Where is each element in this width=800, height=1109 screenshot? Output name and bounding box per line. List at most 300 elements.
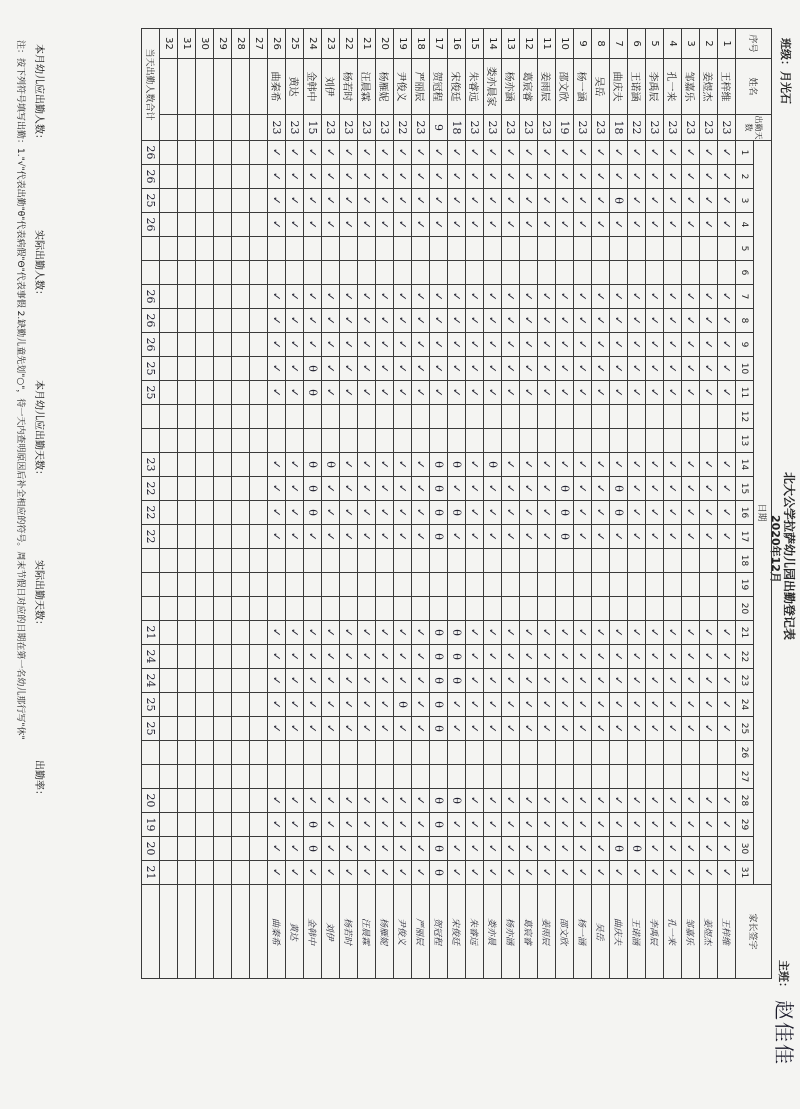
attendance-mark-cell: ✓ — [646, 501, 664, 525]
attendance-mark-cell: ✓ — [394, 309, 412, 333]
attendance-mark-cell: ✓ — [340, 333, 358, 357]
attendance-mark-cell: ✓ — [358, 645, 376, 669]
attendance-mark-cell: ✓ — [340, 717, 358, 741]
attendance-mark-cell: ✓ — [484, 837, 502, 861]
attendance-mark-cell: ✓ — [646, 189, 664, 213]
seq-cell: 5 — [646, 29, 664, 59]
attendance-mark-cell: ✓ — [610, 381, 628, 405]
attendance-mark-cell: ✓ — [700, 381, 718, 405]
day-number-cell: 24 — [736, 693, 754, 717]
table-row — [340, 29, 358, 979]
attendance-mark-cell: ✓ — [304, 525, 322, 549]
attendance-mark-cell: ✓ — [466, 813, 484, 837]
attendance-mark-cell — [214, 765, 232, 789]
attendance-days-cell: 23 — [286, 115, 304, 141]
attendance-mark-cell: ✓ — [646, 141, 664, 165]
expected-attendance-label: 本月幼儿应出勤人数： — [33, 44, 44, 144]
attendance-mark-cell: ✓ — [484, 477, 502, 501]
table-row — [574, 29, 592, 979]
attendance-mark-cell: ✓ — [574, 333, 592, 357]
daily-total-cell — [142, 237, 160, 261]
seq-cell: 14 — [484, 29, 502, 59]
student-name-cell: 孔一来 — [664, 59, 682, 115]
attendance-mark-cell: ✓ — [502, 861, 520, 885]
attendance-mark-cell: ✓ — [628, 189, 646, 213]
day-number-cell: 11 — [736, 381, 754, 405]
attendance-mark-cell: ✓ — [394, 645, 412, 669]
attendance-mark-cell — [214, 693, 232, 717]
seq-cell: 12 — [520, 29, 538, 59]
attendance-mark-cell: ✓ — [700, 525, 718, 549]
attendance-mark-cell — [340, 237, 358, 261]
attendance-mark-cell — [196, 645, 214, 669]
attendance-mark-cell: ✓ — [682, 477, 700, 501]
attendance-mark-cell — [160, 549, 178, 573]
attendance-mark-cell: θ — [448, 789, 466, 813]
attendance-mark-cell: ✓ — [664, 309, 682, 333]
attendance-mark-cell — [160, 621, 178, 645]
attendance-mark-cell: ✓ — [340, 381, 358, 405]
attendance-mark-cell: ✓ — [430, 309, 448, 333]
attendance-mark-cell — [430, 741, 448, 765]
attendance-mark-cell: ✓ — [556, 381, 574, 405]
attendance-mark-cell: ✓ — [484, 141, 502, 165]
attendance-mark-cell: ✓ — [484, 309, 502, 333]
attendance-mark-cell: ✓ — [556, 141, 574, 165]
attendance-mark-cell — [214, 501, 232, 525]
attendance-mark-cell: ✓ — [628, 141, 646, 165]
attendance-mark-cell: ✓ — [682, 621, 700, 645]
attendance-mark-cell — [574, 261, 592, 285]
parent-signature-cell: 严丽辰 — [412, 885, 430, 979]
attendance-mark-cell — [160, 717, 178, 741]
day-number-cell: 23 — [736, 669, 754, 693]
attendance-mark-cell: ✓ — [574, 789, 592, 813]
attendance-mark-cell: ✓ — [358, 501, 376, 525]
seq-cell: 26 — [268, 29, 286, 59]
attendance-mark-cell: ✓ — [700, 501, 718, 525]
attendance-mark-cell — [538, 237, 556, 261]
attendance-mark-cell — [286, 429, 304, 453]
attendance-mark-cell — [178, 165, 196, 189]
attendance-mark-cell — [322, 549, 340, 573]
attendance-mark-cell: ✓ — [502, 357, 520, 381]
seq-cell: 24 — [304, 29, 322, 59]
seq-cell: 17 — [430, 29, 448, 59]
attendance-mark-cell — [160, 429, 178, 453]
attendance-mark-cell: ✓ — [664, 789, 682, 813]
attendance-mark-cell — [718, 741, 736, 765]
attendance-mark-cell — [484, 741, 502, 765]
attendance-mark-cell: ✓ — [484, 213, 502, 237]
attendance-mark-cell — [250, 213, 268, 237]
attendance-mark-cell: ✓ — [322, 837, 340, 861]
day-number-cell: 14 — [736, 453, 754, 477]
attendance-mark-cell: ✓ — [376, 501, 394, 525]
attendance-mark-cell: ✓ — [340, 189, 358, 213]
attendance-days-cell: 23 — [592, 115, 610, 141]
attendance-mark-cell: ✓ — [556, 837, 574, 861]
attendance-mark-cell — [160, 765, 178, 789]
attendance-mark-cell: ✓ — [304, 669, 322, 693]
attendance-mark-cell: ✓ — [646, 285, 664, 309]
parent-signature-cell: 吴岳 — [592, 885, 610, 979]
daily-total-cell: 22 — [142, 501, 160, 525]
parent-signature-cell: 娄亦晨 — [484, 885, 502, 979]
attendance-mark-cell — [394, 261, 412, 285]
parent-signature-cell: 姜雨辰 — [538, 885, 556, 979]
attendance-mark-cell: ✓ — [268, 501, 286, 525]
attendance-mark-cell — [502, 741, 520, 765]
attendance-mark-cell: ✓ — [664, 501, 682, 525]
daily-total-cell — [142, 597, 160, 621]
attendance-mark-cell — [250, 645, 268, 669]
attendance-mark-cell: ✓ — [700, 621, 718, 645]
student-name-cell — [160, 59, 178, 115]
attendance-mark-cell: ✓ — [448, 693, 466, 717]
attendance-mark-cell: ✓ — [358, 477, 376, 501]
attendance-mark-cell: ✓ — [592, 669, 610, 693]
seq-cell: 8 — [592, 29, 610, 59]
attendance-mark-cell — [178, 645, 196, 669]
attendance-mark-cell — [412, 597, 430, 621]
attendance-mark-cell: θ — [304, 501, 322, 525]
student-name-cell — [232, 59, 250, 115]
attendance-mark-cell: ✓ — [286, 453, 304, 477]
attendance-mark-cell — [214, 477, 232, 501]
attendance-mark-cell — [484, 549, 502, 573]
attendance-mark-cell: ✓ — [520, 357, 538, 381]
attendance-mark-cell: ✓ — [358, 525, 376, 549]
attendance-mark-cell: ✓ — [664, 621, 682, 645]
attendance-mark-cell: ✓ — [502, 813, 520, 837]
attendance-mark-cell: ✓ — [574, 669, 592, 693]
attendance-mark-cell: ✓ — [484, 717, 502, 741]
attendance-mark-cell: ✓ — [322, 621, 340, 645]
table-row — [304, 29, 322, 979]
attendance-mark-cell: ✓ — [556, 645, 574, 669]
attendance-mark-cell: ✓ — [700, 357, 718, 381]
attendance-mark-cell: ✓ — [628, 789, 646, 813]
attendance-mark-cell: ✓ — [538, 837, 556, 861]
parent-signature-cell: 王梓维 — [718, 885, 736, 979]
attendance-mark-cell — [178, 573, 196, 597]
attendance-mark-cell: ✓ — [628, 717, 646, 741]
attendance-mark-cell: ✓ — [574, 861, 592, 885]
daily-total-cell: 26 — [142, 333, 160, 357]
attendance-days-cell: 19 — [556, 115, 574, 141]
attendance-mark-cell — [214, 645, 232, 669]
attendance-mark-cell: ✓ — [646, 333, 664, 357]
attendance-mark-cell — [232, 477, 250, 501]
attendance-mark-cell — [250, 621, 268, 645]
attendance-mark-cell — [196, 573, 214, 597]
daily-total-cell: 20 — [142, 789, 160, 813]
student-name-cell: 黄达 — [286, 59, 304, 115]
attendance-mark-cell — [664, 429, 682, 453]
attendance-mark-cell — [682, 429, 700, 453]
attendance-mark-cell — [682, 237, 700, 261]
student-name-cell: 姜雨辰 — [538, 59, 556, 115]
attendance-mark-cell — [178, 837, 196, 861]
student-name-cell: 李禹辰 — [646, 59, 664, 115]
attendance-mark-cell: ✓ — [322, 501, 340, 525]
attendance-mark-cell: ✓ — [448, 477, 466, 501]
attendance-mark-cell: ✓ — [718, 669, 736, 693]
attendance-mark-cell: ✓ — [628, 165, 646, 189]
day-number-cell: 28 — [736, 789, 754, 813]
attendance-mark-cell: ✓ — [520, 453, 538, 477]
attendance-mark-cell — [664, 549, 682, 573]
attendance-mark-cell — [610, 597, 628, 621]
day-number-cell: 5 — [736, 237, 754, 261]
parent-signature-cell: 邵文欣 — [556, 885, 574, 979]
attendance-mark-cell: ✓ — [664, 333, 682, 357]
attendance-mark-cell — [448, 549, 466, 573]
attendance-mark-cell — [484, 765, 502, 789]
attendance-mark-cell — [196, 141, 214, 165]
attendance-mark-cell: ✓ — [466, 213, 484, 237]
attendance-mark-cell: ✓ — [394, 789, 412, 813]
attendance-mark-cell — [394, 429, 412, 453]
attendance-mark-cell: ✓ — [286, 669, 304, 693]
attendance-mark-cell — [196, 453, 214, 477]
seq-cell: 1 — [718, 29, 736, 59]
legend-note: 注：按下列符号填写出勤：1."√"代表出勤"θ"代表病假"Θ"代表事假 2.缺勤儿童先划"○"，待一天内查明原因后补全相应的符号。周末节假日对应的日期在第一名幼儿那行写"休" — [15, 40, 25, 740]
attendance-mark-cell: ✓ — [322, 693, 340, 717]
attendance-mark-cell: ✓ — [538, 189, 556, 213]
seq-cell: 3 — [682, 29, 700, 59]
student-name-cell — [196, 59, 214, 115]
attendance-mark-cell: ✓ — [682, 501, 700, 525]
attendance-mark-cell: ✓ — [268, 309, 286, 333]
attendance-mark-cell: ✓ — [322, 141, 340, 165]
daily-total-cell: 26 — [142, 309, 160, 333]
attendance-mark-cell — [430, 549, 448, 573]
attendance-mark-cell — [250, 597, 268, 621]
attendance-mark-cell: ✓ — [538, 453, 556, 477]
attendance-mark-cell: ✓ — [610, 693, 628, 717]
attendance-mark-cell: ✓ — [322, 309, 340, 333]
attendance-mark-cell — [196, 717, 214, 741]
attendance-mark-cell: ✓ — [538, 357, 556, 381]
attendance-mark-cell: ✓ — [682, 213, 700, 237]
attendance-mark-cell — [574, 765, 592, 789]
daily-total-row — [142, 29, 160, 979]
attendance-mark-cell: ✓ — [286, 501, 304, 525]
attendance-mark-cell: ✓ — [556, 333, 574, 357]
attendance-mark-cell: ✓ — [520, 789, 538, 813]
attendance-mark-cell — [196, 189, 214, 213]
attendance-mark-cell: ✓ — [538, 525, 556, 549]
attendance-mark-cell: ✓ — [466, 141, 484, 165]
attendance-mark-cell — [448, 765, 466, 789]
attendance-mark-cell: ✓ — [340, 141, 358, 165]
daily-total-cell — [142, 765, 160, 789]
attendance-mark-cell — [304, 405, 322, 429]
student-name-cell: 金韩中 — [304, 59, 322, 115]
attendance-mark-cell — [466, 765, 484, 789]
table-row — [448, 29, 466, 979]
attendance-mark-cell: ✓ — [412, 141, 430, 165]
attendance-mark-cell: ✓ — [502, 333, 520, 357]
daily-total-cell: 25 — [142, 189, 160, 213]
daily-total-cell: 26 — [142, 285, 160, 309]
attendance-mark-cell: ✓ — [358, 453, 376, 477]
attendance-mark-cell: ✓ — [664, 477, 682, 501]
attendance-mark-cell: ✓ — [484, 357, 502, 381]
student-name-cell: 曲庆夫 — [610, 59, 628, 115]
attendance-mark-cell: ✓ — [358, 333, 376, 357]
attendance-mark-cell — [358, 237, 376, 261]
attendance-mark-cell: ✓ — [394, 477, 412, 501]
attendance-mark-cell: ✓ — [430, 357, 448, 381]
attendance-mark-cell: ✓ — [448, 333, 466, 357]
day-number-cell: 21 — [736, 621, 754, 645]
attendance-mark-cell — [196, 741, 214, 765]
attendance-mark-cell: ✓ — [664, 189, 682, 213]
attendance-mark-cell — [268, 429, 286, 453]
attendance-mark-cell: ✓ — [394, 525, 412, 549]
attendance-mark-cell — [178, 789, 196, 813]
attendance-mark-cell: ✓ — [376, 357, 394, 381]
attendance-mark-cell — [268, 765, 286, 789]
attendance-mark-cell: ✓ — [502, 501, 520, 525]
attendance-mark-cell: ✓ — [376, 381, 394, 405]
parent-signature-cell: 曲庆夫 — [610, 885, 628, 979]
attendance-mark-cell: ✓ — [268, 693, 286, 717]
actual-days-label: 实际出勤天数： — [33, 560, 44, 630]
attendance-mark-cell — [700, 765, 718, 789]
daily-total-cell: 25 — [142, 693, 160, 717]
attendance-mark-cell: ✓ — [700, 165, 718, 189]
attendance-mark-cell — [160, 237, 178, 261]
seq-cell: 20 — [376, 29, 394, 59]
attendance-mark-cell: ✓ — [484, 333, 502, 357]
attendance-mark-cell — [160, 357, 178, 381]
attendance-mark-cell: ✓ — [682, 525, 700, 549]
attendance-mark-cell: ✓ — [466, 333, 484, 357]
attendance-mark-cell — [628, 741, 646, 765]
rate-label: 出勤率： — [33, 760, 44, 800]
attendance-mark-cell: ✓ — [286, 693, 304, 717]
attendance-mark-cell — [682, 573, 700, 597]
attendance-mark-cell: ✓ — [394, 141, 412, 165]
attendance-mark-cell: ✓ — [304, 693, 322, 717]
attendance-mark-cell: ✓ — [718, 165, 736, 189]
attendance-mark-cell — [232, 789, 250, 813]
attendance-mark-cell: ✓ — [286, 141, 304, 165]
attendance-mark-cell — [232, 645, 250, 669]
attendance-mark-cell: ✓ — [268, 357, 286, 381]
attendance-mark-cell — [214, 549, 232, 573]
attendance-mark-cell — [232, 189, 250, 213]
attendance-mark-cell — [196, 837, 214, 861]
attendance-mark-cell: ✓ — [412, 621, 430, 645]
attendance-mark-cell: ✓ — [646, 357, 664, 381]
attendance-mark-cell: ✓ — [718, 837, 736, 861]
attendance-mark-cell — [610, 405, 628, 429]
attendance-mark-cell: ✓ — [286, 525, 304, 549]
attendance-mark-cell: ✓ — [466, 165, 484, 189]
attendance-mark-cell: ✓ — [322, 381, 340, 405]
attendance-mark-cell: ✓ — [556, 789, 574, 813]
attendance-mark-cell — [610, 573, 628, 597]
attendance-mark-cell — [502, 549, 520, 573]
attendance-mark-cell: ✓ — [376, 621, 394, 645]
attendance-mark-cell — [376, 405, 394, 429]
attendance-mark-cell — [178, 429, 196, 453]
attendance-mark-cell: ✓ — [628, 213, 646, 237]
attendance-mark-cell: ✓ — [574, 357, 592, 381]
attendance-mark-cell: ✓ — [268, 141, 286, 165]
attendance-mark-cell — [466, 573, 484, 597]
parent-signature-cell: 邹嘉乐 — [682, 885, 700, 979]
attendance-mark-cell — [322, 597, 340, 621]
attendance-mark-cell: ✓ — [682, 645, 700, 669]
student-name-cell: 吴岳 — [592, 59, 610, 115]
attendance-mark-cell — [250, 477, 268, 501]
attendance-mark-cell — [502, 261, 520, 285]
attendance-mark-cell: θ — [394, 693, 412, 717]
attendance-mark-cell: ✓ — [520, 861, 538, 885]
attendance-mark-cell — [304, 741, 322, 765]
attendance-mark-cell: ✓ — [574, 693, 592, 717]
attendance-mark-cell — [232, 333, 250, 357]
day-number-cell: 8 — [736, 309, 754, 333]
attendance-mark-cell: ✓ — [358, 861, 376, 885]
attendance-mark-cell: ✓ — [610, 861, 628, 885]
name-header: 姓名 — [736, 59, 772, 115]
attendance-mark-cell — [160, 213, 178, 237]
attendance-mark-cell: ✓ — [304, 141, 322, 165]
attendance-mark-cell — [412, 573, 430, 597]
attendance-mark-cell: ✓ — [628, 669, 646, 693]
attendance-mark-cell — [484, 405, 502, 429]
attendance-days-cell: 18 — [448, 115, 466, 141]
attendance-mark-cell — [610, 765, 628, 789]
attendance-mark-cell: ✓ — [286, 333, 304, 357]
attendance-mark-cell — [250, 789, 268, 813]
attendance-mark-cell — [502, 573, 520, 597]
attendance-mark-cell — [268, 597, 286, 621]
attendance-mark-cell — [592, 429, 610, 453]
day-number-cell: 6 — [736, 261, 754, 285]
daily-total-cell: 25 — [142, 381, 160, 405]
parent-signature-cell — [250, 885, 268, 979]
table-row — [232, 29, 250, 979]
attendance-mark-cell — [178, 333, 196, 357]
attendance-mark-cell: θ — [304, 813, 322, 837]
attendance-mark-cell: ✓ — [700, 645, 718, 669]
attendance-days-cell: 18 — [610, 115, 628, 141]
student-name-cell: 朱睿远 — [466, 59, 484, 115]
attendance-mark-cell: ✓ — [628, 813, 646, 837]
attendance-mark-cell: ✓ — [394, 837, 412, 861]
attendance-mark-cell: ✓ — [448, 861, 466, 885]
attendance-mark-cell — [340, 597, 358, 621]
attendance-mark-cell — [448, 573, 466, 597]
attendance-mark-cell: ✓ — [610, 453, 628, 477]
attendance-mark-cell: ✓ — [538, 645, 556, 669]
attendance-mark-cell: ✓ — [466, 621, 484, 645]
parent-signature-cell — [178, 885, 196, 979]
attendance-mark-cell — [196, 597, 214, 621]
attendance-mark-cell — [214, 813, 232, 837]
student-name-cell: 严丽辰 — [412, 59, 430, 115]
attendance-mark-cell — [340, 765, 358, 789]
attendance-mark-cell: ✓ — [520, 501, 538, 525]
